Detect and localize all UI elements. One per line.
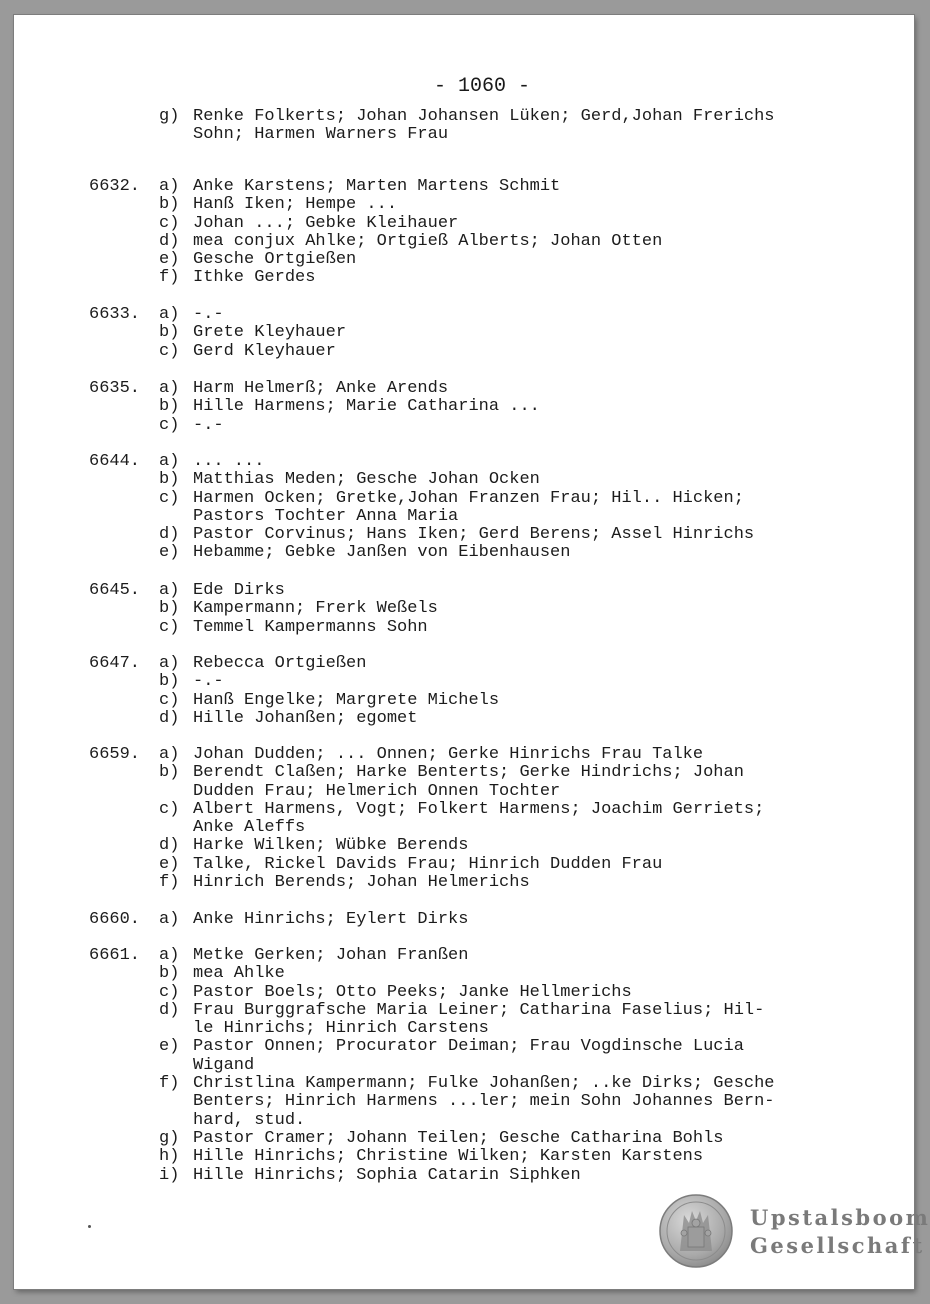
line-label: a) [159, 946, 180, 965]
line-text: Hille Hinrichs; Christine Wilken; Karsten Karstens [193, 1147, 704, 1167]
line-text: -.- [193, 415, 224, 435]
seal-icon [658, 1193, 734, 1269]
line-text: Frau Burggrafsche Maria Leiner; Catharina Faselius; Hil- [193, 1000, 765, 1020]
line-text: Talke, Rickel Davids Frau; Hinrich Dudden Frau [193, 854, 663, 874]
entry-number: 6644. [89, 452, 141, 471]
line-label: a) [159, 452, 180, 471]
line-text: Anke Karstens; Marten Martens Schmit [193, 177, 561, 196]
line-label: a) [159, 910, 180, 929]
line-label: b) [159, 964, 180, 984]
line-text: Anke Hinrichs; Eylert Dirks [193, 910, 469, 929]
line-label: h) [159, 1147, 180, 1167]
line-text: Hebamme; Gebke Janßen von Eibenhausen [193, 543, 571, 563]
line-label: c) [159, 488, 180, 508]
line-text: Wigand [193, 1055, 255, 1075]
line-text: Christlina Kampermann; Fulke Johanßen; ..ke Dirks; Gesche [193, 1074, 775, 1094]
line-text: Sohn; Harmen Warners Frau [193, 125, 449, 145]
line-text: Metke Gerken; Johan Franßen [193, 946, 469, 965]
line-label: i) [159, 1165, 180, 1185]
line-text: Dudden Frau; Helmerich Onnen Tochter [193, 781, 561, 801]
line-label: d) [159, 525, 180, 545]
line-text: Kampermann; Frerk Weßels [193, 599, 438, 619]
line-text: Pastor Onnen; Procurator Deiman; Frau Vogdinsche Lucia [193, 1037, 744, 1057]
line-label: e) [159, 250, 180, 270]
line-text: Benters; Hinrich Harmens ...ler; mein Sohn Johannes Bern- [193, 1092, 775, 1112]
line-label: b) [159, 763, 180, 783]
line-text: Pastors Tochter Anna Maria [193, 506, 459, 526]
line-label: a) [159, 379, 180, 398]
line-label: e) [159, 543, 180, 563]
page-number: - 1060 - [434, 75, 531, 98]
speck [88, 1225, 91, 1228]
entry-number: 6660. [89, 910, 141, 929]
line-text: Anke Aleffs [193, 818, 306, 838]
line-text: Johan ...; Gebke Kleihauer [193, 213, 459, 233]
line-text: Hinrich Berends; Johan Helmerichs [193, 873, 530, 893]
line-text: Hille Johanßen; egomet [193, 708, 418, 728]
line-label: d) [159, 231, 180, 251]
line-text: Grete Kleyhauer [193, 323, 347, 343]
line-text: -.- [193, 305, 224, 324]
line-label: f) [159, 1074, 180, 1094]
line-label: c) [159, 415, 180, 435]
line-label: c) [159, 799, 180, 819]
line-text: Berendt Claßen; Harke Benterts; Gerke Hindrichs; Johan [193, 763, 744, 783]
line-text: ... ... [193, 452, 265, 471]
line-text: Albert Harmens, Vogt; Folkert Harmens; Joachim Gerriets; [193, 799, 765, 819]
line-label: c) [159, 341, 180, 361]
line-text: Hille Harmens; Marie Catharina ... [193, 397, 540, 417]
line-label: b) [159, 397, 180, 417]
entry-number: 6635. [89, 379, 141, 398]
entry-number: 6647. [89, 654, 141, 673]
document-page [14, 15, 930, 1289]
line-label: g) [159, 1128, 180, 1148]
entry-number: 6633. [89, 305, 141, 324]
entry-number: 6661. [89, 946, 141, 965]
line-label: a) [159, 305, 180, 324]
logo-text-line1: Upstalsboom [750, 1205, 930, 1230]
line-label: f) [159, 268, 180, 288]
line-text: Rebecca Ortgießen [193, 654, 367, 673]
line-label: c) [159, 982, 180, 1002]
line-text: Pastor Corvinus; Hans Iken; Gerd Berens; Assel Hinrichs [193, 525, 755, 545]
line-text: Pastor Boels; Otto Peeks; Janke Hellmerichs [193, 982, 632, 1002]
line-label: b) [159, 599, 180, 619]
line-text: Hille Hinrichs; Sophia Catarin Siphken [193, 1165, 581, 1185]
line-text: hard, stud. [193, 1110, 306, 1130]
line-label: a) [159, 654, 180, 673]
entry-number: 6645. [89, 581, 141, 600]
line-text: Hanß Iken; Hempe ... [193, 195, 398, 215]
line-text: Harm Helmerß; Anke Arends [193, 379, 449, 398]
line-text: -.- [193, 672, 224, 692]
line-label: d) [159, 836, 180, 856]
line-label: b) [159, 323, 180, 343]
line-label: b) [159, 470, 180, 490]
line-label: e) [159, 1037, 180, 1057]
line-text: Renke Folkerts; Johan Johansen Lüken; Gerd,Johan Frerichs [193, 107, 775, 126]
line-label: c) [159, 213, 180, 233]
line-text: mea Ahlke [193, 964, 285, 984]
line-text: Temmel Kampermanns Sohn [193, 617, 428, 637]
line-label: c) [159, 690, 180, 710]
logo-text-line2: Gesellschaft [750, 1233, 925, 1258]
line-text: Gesche Ortgießen [193, 250, 357, 270]
line-text: le Hinrichs; Hinrich Carstens [193, 1019, 489, 1039]
line-label: g) [159, 107, 180, 126]
line-text: Matthias Meden; Gesche Johan Ocken [193, 470, 540, 490]
line-label: a) [159, 581, 180, 600]
entry-number: 6659. [89, 745, 141, 764]
line-text: Harmen Ocken; Gretke,Johan Franzen Frau; Hil.. Hicken; [193, 488, 744, 508]
line-text: Harke Wilken; Wübke Berends [193, 836, 469, 856]
line-text: Johan Dudden; ... Onnen; Gerke Hinrichs Frau Talke [193, 745, 704, 764]
line-text: Ede Dirks [193, 581, 285, 600]
line-label: a) [159, 745, 180, 764]
line-text: Ithke Gerdes [193, 268, 316, 288]
line-text: Hanß Engelke; Margrete Michels [193, 690, 500, 710]
line-label: b) [159, 672, 180, 692]
line-text: Pastor Cramer; Johann Teilen; Gesche Catharina Bohls [193, 1128, 724, 1148]
line-label: d) [159, 1000, 180, 1020]
line-label: c) [159, 617, 180, 637]
line-text: Gerd Kleyhauer [193, 341, 336, 361]
line-label: b) [159, 195, 180, 215]
line-label: e) [159, 854, 180, 874]
line-label: d) [159, 708, 180, 728]
upstalsboom-logo [658, 1193, 930, 1269]
line-label: a) [159, 177, 180, 196]
line-text: mea conjux Ahlke; Ortgieß Alberts; Johan Otten [193, 231, 663, 251]
line-label: f) [159, 873, 180, 893]
entry-number: 6632. [89, 177, 141, 196]
